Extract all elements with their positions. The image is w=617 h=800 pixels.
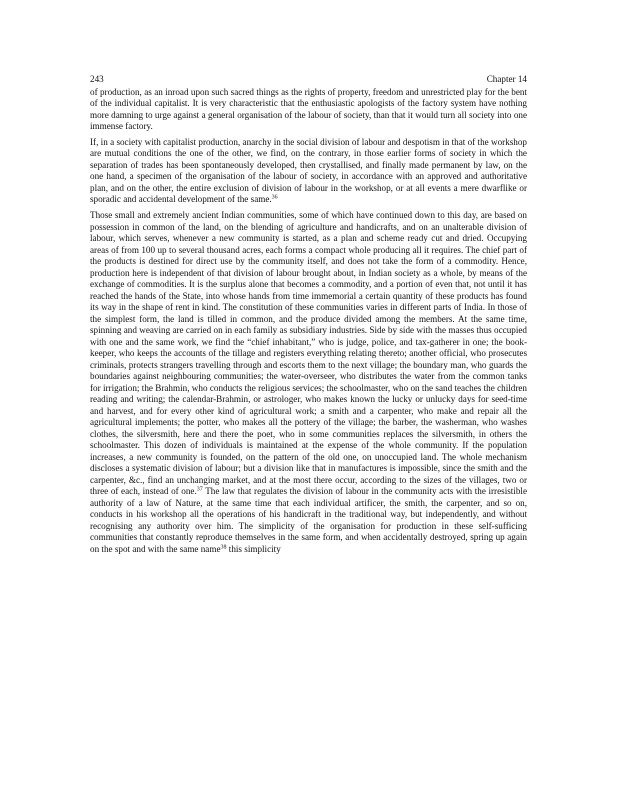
paragraph-3-text-c: this simplicity [226, 543, 281, 554]
footnote-ref-37[interactable]: 37 [196, 486, 203, 493]
page-number: 243 [90, 74, 104, 84]
chapter-title: Chapter 14 [486, 74, 527, 84]
running-header [90, 74, 527, 86]
footnote-ref-36[interactable]: 36 [271, 194, 278, 201]
paragraph-3-text-b: The law that regulates the division of labour in the community acts with the irresistible authority of a law of Nature, at the same time that each individual artificer, the smith, the carpenter, and so on, conducts in his workshop all the operations of his handicraft in the traditional way, but independently, and without recognising any authority over him. The simplicity of the organisation for production in these self-sufficing communities that constantly reproduce themselves in the same form, and when accidentally destroyed, spring up again on the spot and with the same name [90, 486, 527, 554]
document-page [90, 74, 527, 560]
footnote-ref-38[interactable]: 38 [220, 544, 227, 551]
paragraph-3-text-a: Those small and extremely ancient Indian communities, some of which have continued down to this day, are based on possession in common of the land, on the blending of agriculture and handicrafts, and on an unalterable division of labour, which serves, whenever a new community is started, as a plan and scheme ready cut and dried. Occupying areas of from 100 up to several thousand acres, each forms a compact whole producing all it requires. The chief part of the products is destined for direct use by the community itself, and does not take the form of a commodity. Hence, production here is independent of that division of labour brought about, in Indian society as a whole, by means of the exchange of commodities. It is the surplus alone that becomes a commodity, and a portion of even that, not until it has reached the hands of the State, into whose hands from time immemorial a certain quantity of these products has found its way in the shape of rent in kind. The constitution of these communities varies in different parts of India. In those of the simplest form, the land is tilled in common, and the produce divided among the members. At the same time, spinning and weaving are carried on in each family as subsidiary industries. Side by side with the masses thus occupied with one and the same work, we find the “chief inhabitant,” who is judge, police, and tax-gatherer in one; the book-keeper, who keeps the accounts of the tillage and registers everything relating thereto; another official, who prosecutes criminals, protects strangers travelling through and escorts them to the next village; the boundary man, who guards the boundaries against neighbouring communities; the water-overseer, who distributes the water from the common tanks for irrigation; the Brahmin, who conducts the religious services; the schoolmaster, who on the sand teaches the children reading and writing; the calendar-Brahmin, or astrologer, who makes known the lucky or unlucky days for seed-time and harvest, and for every other kind of agricultural work; a smith and a carpenter, who make and repair all the agricultural implements; the potter, who makes all the pottery of the village; the barber, the washerman, who washes clothes, the silversmith, here and there the poet, who in some communities replaces the silversmith, in others the schoolmaster. This dozen of individuals is maintained at the expense of the whole community. If the population increases, a new community is founded, on the pattern of the old one, on unoccupied land. The whole mechanism discloses a systematic division of labour; but a division like that in manufactures is impossible, since the smith and the carpenter, &c., find an unchanging market, and at the most there occur, according to the sizes of the villages, two or three of each, instead of one. [90, 210, 527, 497]
paragraph-1-text: of production, as an inroad upon such sacred things as the rights of property, freedom and unrestricted play for the bent of the individual capitalist. It is very characteristic that the enthusiastic apologists of the factory system have nothing more damning to urge against a general organisation of the labour of society, than that it would turn all society into one immense factory. [90, 86, 527, 131]
paragraph-2-text: If, in a society with capitalist production, anarchy in the social division of labour and despotism in that of the workshop are mutual conditions the one of the other, we find, on the contrary, in those earlier forms of society in which the separation of trades has been spontaneously developed, then crystallised, and finally made permanent by law, on the one hand, a specimen of the organisation of the labour of society, in accordance with an approved and authoritative plan, and on the other, the entire exclusion of division of labour in the workshop, or at all events a mere dwarflike or sporadic and accidental development of the same. [90, 136, 527, 205]
paragraph-2 [90, 137, 527, 206]
paragraph-1 [90, 87, 527, 133]
paragraph-3 [90, 210, 527, 555]
